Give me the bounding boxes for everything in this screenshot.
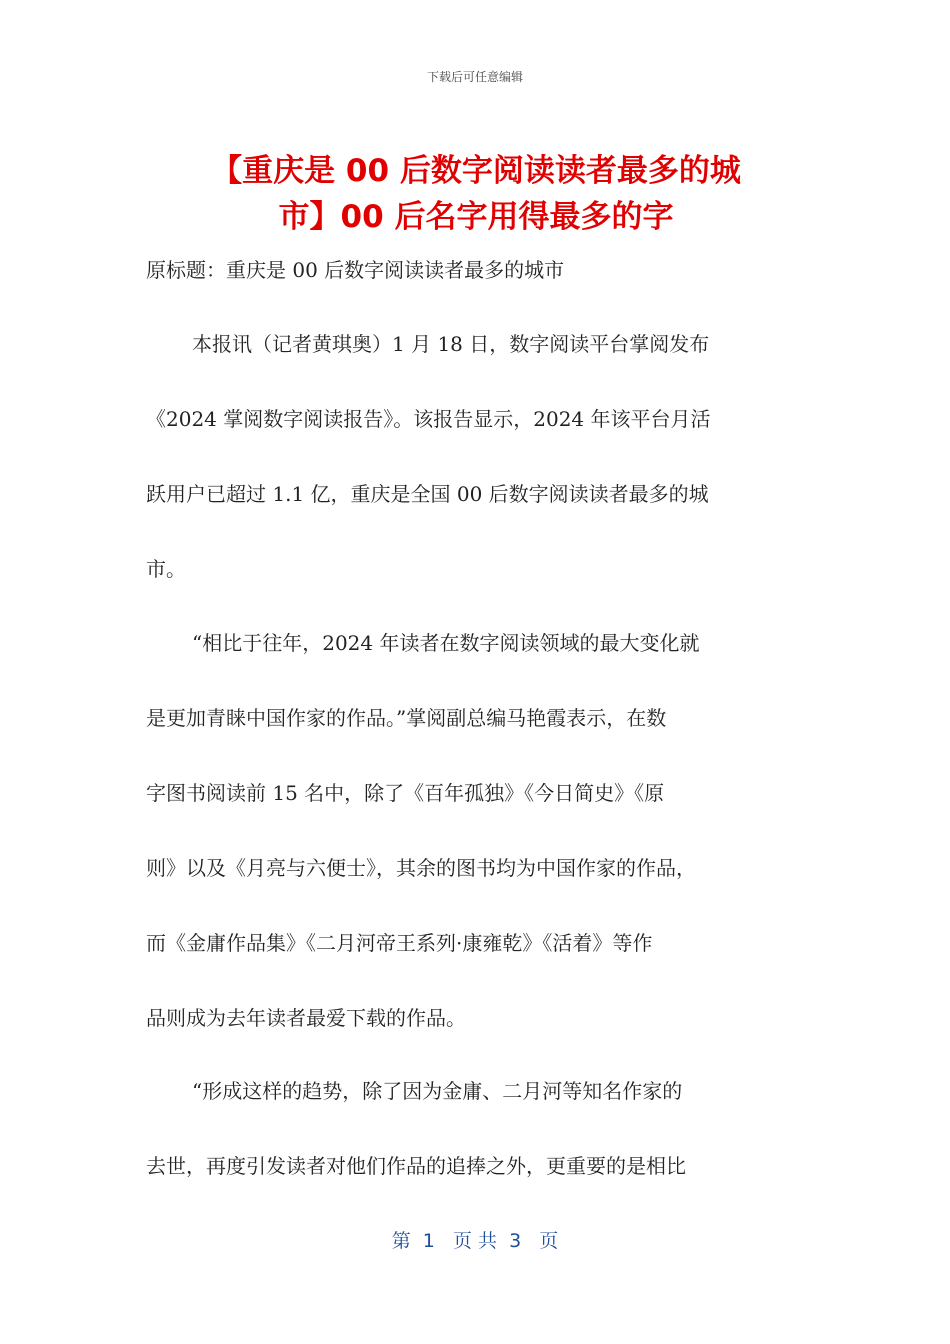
paragraph-3 [146,1077,806,1227]
header-note: 下载后可任意编辑 [426,70,523,84]
title-line-2: 市】00 后名字用得最多的字 [278,199,674,235]
paragraph-line: 则》以及《月亮与六便士》，其余的图书均为中国作家的作品， [146,856,696,880]
paragraph-line: 本报讯（记者黄琪奥）1 月 18 日，数字阅读平台掌阅发布 [192,332,710,356]
paragraph-2 [146,629,806,1079]
page-footer: 第 1 页 共 3 页 [391,1230,559,1252]
paragraph-line: “形成这样的趋势，除了因为金庸、二月河等知名作家的 [192,1079,683,1103]
paragraph-line: 去世，再度引发读者对他们作品的追捧之外，更重要的是相比 [146,1154,686,1178]
document-title [146,148,806,240]
paragraph-line: 是更加青睐中国作家的作品。”掌阅副总编马艳霞表示，在数 [146,706,667,730]
paragraph-line: “相比于往年，2024 年读者在数字阅读领域的最大变化就 [192,631,700,655]
paragraph-line: 而《金庸作品集》《二月河帝王系列·康雍乾》《活着》等作 [146,931,653,955]
paragraph-1 [146,330,806,630]
paragraph-line: 字图书阅读前 15 名中，除了《百年孤独》《今日简史》《原 [146,781,665,805]
paragraph-line: 《2024 掌阅数字阅读报告》。该报告显示，2024 年该平台月活 [146,407,711,431]
paragraph-line: 跃用户已超过 1.1 亿，重庆是全国 00 后数字阅读读者最多的城 [146,482,709,506]
title-line-1: 【重庆是 00 后数字阅读读者最多的城 [211,153,741,189]
paragraph-line: 品则成为去年读者最爱下载的作品。 [146,1006,466,1030]
paragraph-line: 市。 [146,557,186,581]
original-title: 原标题：重庆是 00 后数字阅读读者最多的城市 [146,258,565,282]
